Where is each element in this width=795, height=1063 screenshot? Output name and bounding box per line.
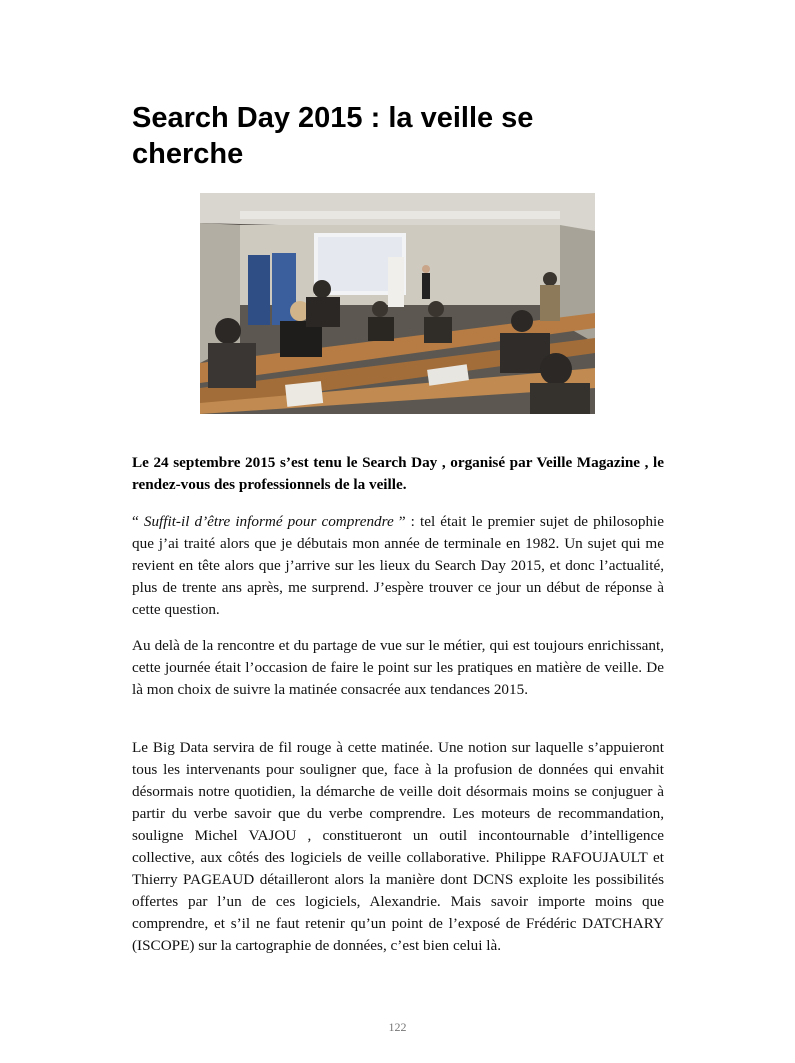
quoted-question: Suffit-il d’être informé pour comprendre <box>143 513 394 530</box>
conference-photo <box>200 193 595 414</box>
article-intro: Le 24 septembre 2015 s’est tenu le Search Day , organisé par Veille Magazine , le rendez-vous des professionnels de la veille. <box>132 454 664 493</box>
paragraph-2: Au delà de la rencontre et du partage de vue sur le métier, qui est toujours enrichissant, cette journée était l’occasion de faire le point sur les pratiques en matière de veille. De là mon choix de suivre la matinée consacrée aux tendances 2015. <box>132 637 664 698</box>
paragraph-3: Le Big Data servira de fil rouge à cette matinée. Une notion sur laquelle s’appuieront tous les intervenants pour souligner que, face à la profusion de données qui envahit désormais notre quotidien, la démarche de veille doit désormais moins se conjuguer à partir du verbe savoir que du verbe comprendre. Les moteurs de recommandation, souligne Michel VAJOU , constitueront un outil incontournable d’intelligence collective, aux côtés des logiciels de veille collaborative. Philippe RAFOUJAULT et Thierry PAGEAUD détailleront alors la manière dont DCNS exploite les possibilités offertes par l’un de ces logiciels, Alexandrie. Mais savoir importe moins que comprendre, et s’il ne faut retenir qu’un point de l’exposé de Frédéric DATCHARY (ISCOPE) sur la cartographie de données, c’est bien celui là. <box>132 739 664 954</box>
article-title: Search Day 2015 : la veille se cherche <box>132 102 534 170</box>
paragraph-1 <box>132 511 664 621</box>
paragraph-1-text: ” : tel était le premier sujet de philosophie que j’ai traité alors que je débutais mon année de terminale en 1982. Un sujet qui me revient en tête alors que j’arrive sur les lieux du Search Day 2015, et donc l’actualité, plus de trente ans après, me surprend. J’espère trouver ce jour un début de réponse à cette question. <box>132 513 665 618</box>
open-quote-mark: “ <box>132 513 139 530</box>
page-number: 122 <box>388 1020 407 1034</box>
